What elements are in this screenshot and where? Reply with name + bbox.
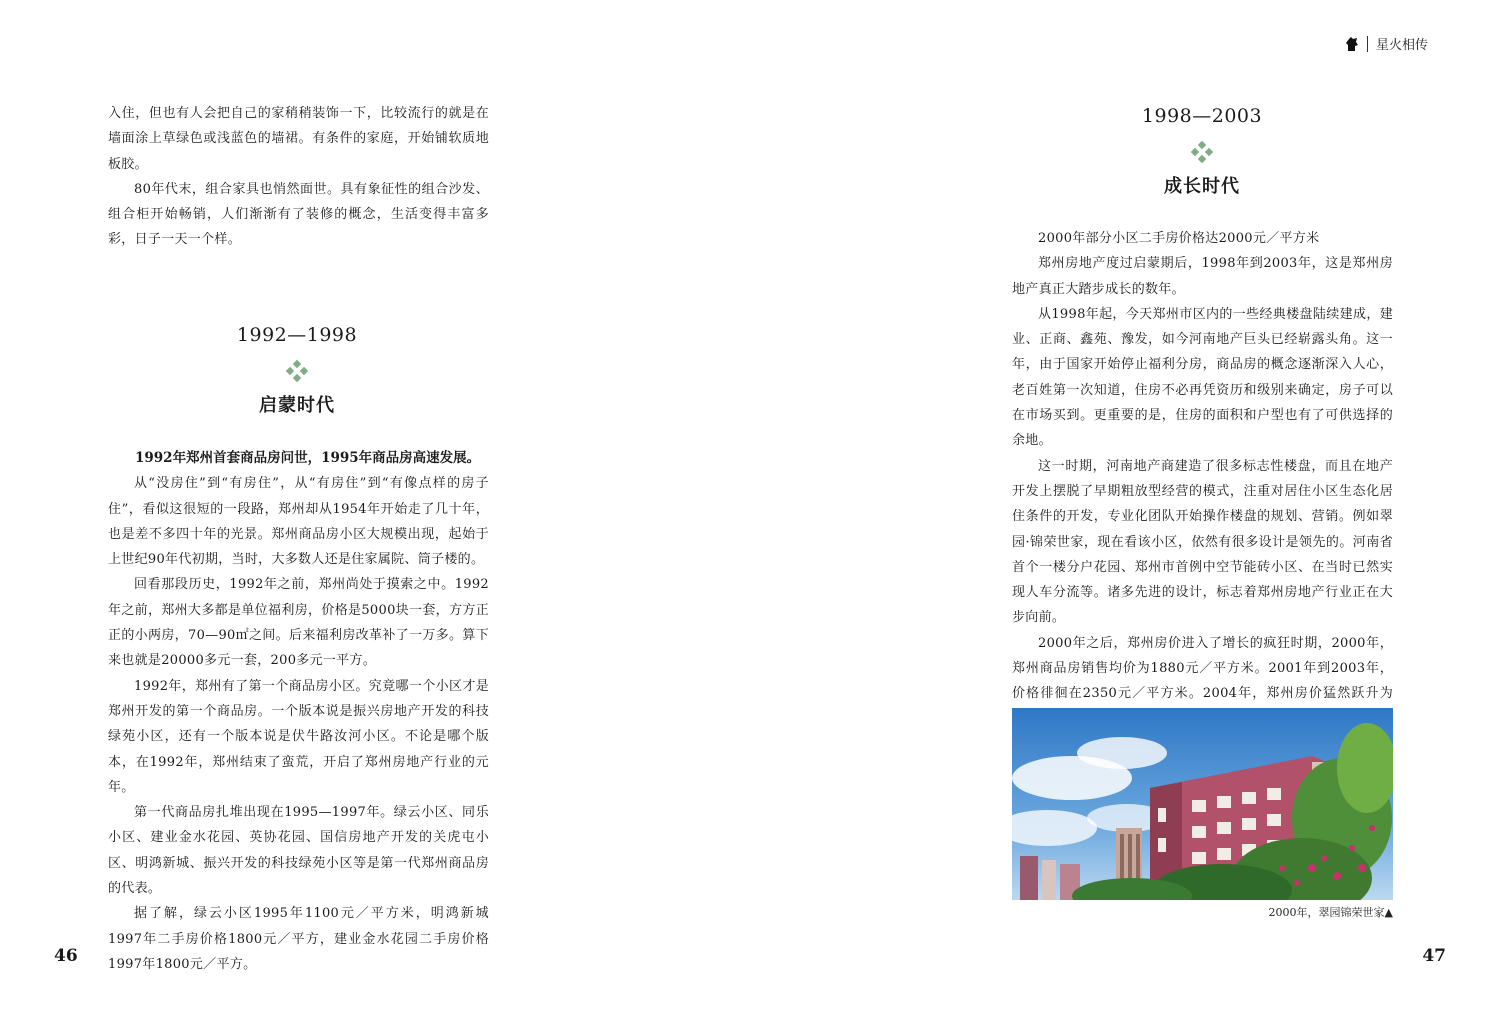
body-paragraph: 2000年之后，郑州房价进入了增长的疯狂时期，2000年，郑州商品房销售均价为1880元／平方米。2001年到2003年，价格徘徊在2350元／平方米。2004年，郑州房价猛然跃升为 <box>1012 635 1393 702</box>
building-photo <box>1012 708 1393 900</box>
period-label: 1992—1998 <box>236 324 358 346</box>
intro-paragraph: 入住，但也有人会把自己的家稍稍装饰一下，比较流行的就是在墙面涂上草绿色或浅蓝色的墙裙。有条件的家庭，开始铺软质地板胶。 <box>108 106 489 172</box>
intro-text <box>108 101 489 253</box>
section-body-1992 <box>108 446 489 977</box>
body-paragraph: 据了解，绿云小区1995年1100元／平方米，明鸿新城1997年二手房价格1800元／平方，建业金水花园二手房价格1997年1800元／平方。 <box>108 906 489 972</box>
body-paragraph: 第一代商品房扎堆出现在1995—1997年。绿云小区、同乐小区、建业金水花园、英协花园、国信房地产开发的关虎屯小区、明鸿新城、振兴开发的科技绿苑小区等是第一代郑州商品房的代表。 <box>108 805 489 897</box>
era-title: 启蒙时代 <box>259 395 335 416</box>
period-label: 1998—2003 <box>1141 105 1263 127</box>
horse-logo-icon <box>1345 36 1359 52</box>
residential-building-illustration <box>1012 708 1393 900</box>
body-paragraph: 从1998年起，今天郑州市区内的一些经典楼盘陆续建成，建业、正商、鑫苑、豫发，如今河南地产巨头已经崭露头角。这一年，由于国家开始停止福利分房，商品房的概念逐渐深入人心，老百姓第一次知道，住房不必再凭资历和级别来确定，房子可以在市场买到。更重要的是，住房的面积和户型也有了可供选择的余地。 <box>1012 306 1393 449</box>
section-heading-1998 <box>1057 103 1347 201</box>
body-paragraph: 这一时期，河南地产商建造了很多标志性楼盘，而且在地产开发上摆脱了早期粗放型经营的模式，注重对居住小区生态化居住条件的开发，专业化团队开始操作楼盘的规划、营销。例如翠园·锦荣世家，现在看该小区，依然有很多设计是领先的。河南省首个一楼分户花园、郑州市首例中空节能砖小区、在当时已然实现人车分流等。诸多先进的设计，标志着郑州房地产行业正在大步向前。 <box>1012 458 1393 626</box>
body-paragraph: 2000年部分小区二手房价格达2000元／平方米 <box>1038 231 1320 246</box>
section-body-1998 <box>1012 226 1393 732</box>
body-paragraph: 1992年，郑州有了第一个商品房小区。究竟哪一个小区才是郑州开发的第一个商品房。一个版本说是振兴房地产开发的科技绿苑小区，还有一个版本说是伏牛路汝河小区。不论是哪个版本，在1992年，郑州结束了蛮荒，开启了郑州房地产行业的元年。 <box>108 678 489 795</box>
photo-caption: 2000年，翠园锦荣世家▲ <box>1268 906 1393 919</box>
right-page <box>750 0 1500 1018</box>
page-number: 46 <box>54 946 78 966</box>
body-paragraph: 从“没房住”到“有房住”，从“有房住”到“有像点样的房子住”，看似这很短的一段路，郑州却从1954年开始走了几十年，也是差不多四十年的光景。郑州商品房小区大规模出现，起始于上世纪90年代初期，当时，大多数人还是住家属院、筒子楼的。 <box>108 476 489 568</box>
era-title: 成长时代 <box>1164 176 1240 197</box>
body-paragraph: 郑州房地产度过启蒙期后，1998年到2003年，这是郑州房地产真正大踏步成长的数年。 <box>1012 256 1393 297</box>
lead-sentence: 1992年郑州首套商品房问世，1995年商品房高速发展。 <box>135 450 481 466</box>
running-header <box>1345 34 1428 53</box>
page-number: 47 <box>1422 946 1446 966</box>
intro-paragraph: 80年代末，组合家具也悄然面世。具有象征性的组合沙发、组合柜开始畅销，人们渐渐有了装修的概念，生活变得丰富多彩，日子一天一个样。 <box>108 181 489 248</box>
header-divider <box>1367 36 1368 52</box>
body-paragraph: 回看那段历史，1992年之前，郑州尚处于摸索之中。1992年之前，郑州大多都是单位福利房，价格是5000块一套，方方正正的小两房，70—90㎡之间。后来福利房改革补了一万多。算下来也就是20000多元一套，200多元一平方。 <box>108 577 489 669</box>
diamond-ornament-icon <box>286 360 308 382</box>
diamond-ornament-icon <box>1191 141 1213 163</box>
section-heading-1992 <box>152 322 442 420</box>
running-header-title: 星火相传 <box>1375 38 1428 53</box>
